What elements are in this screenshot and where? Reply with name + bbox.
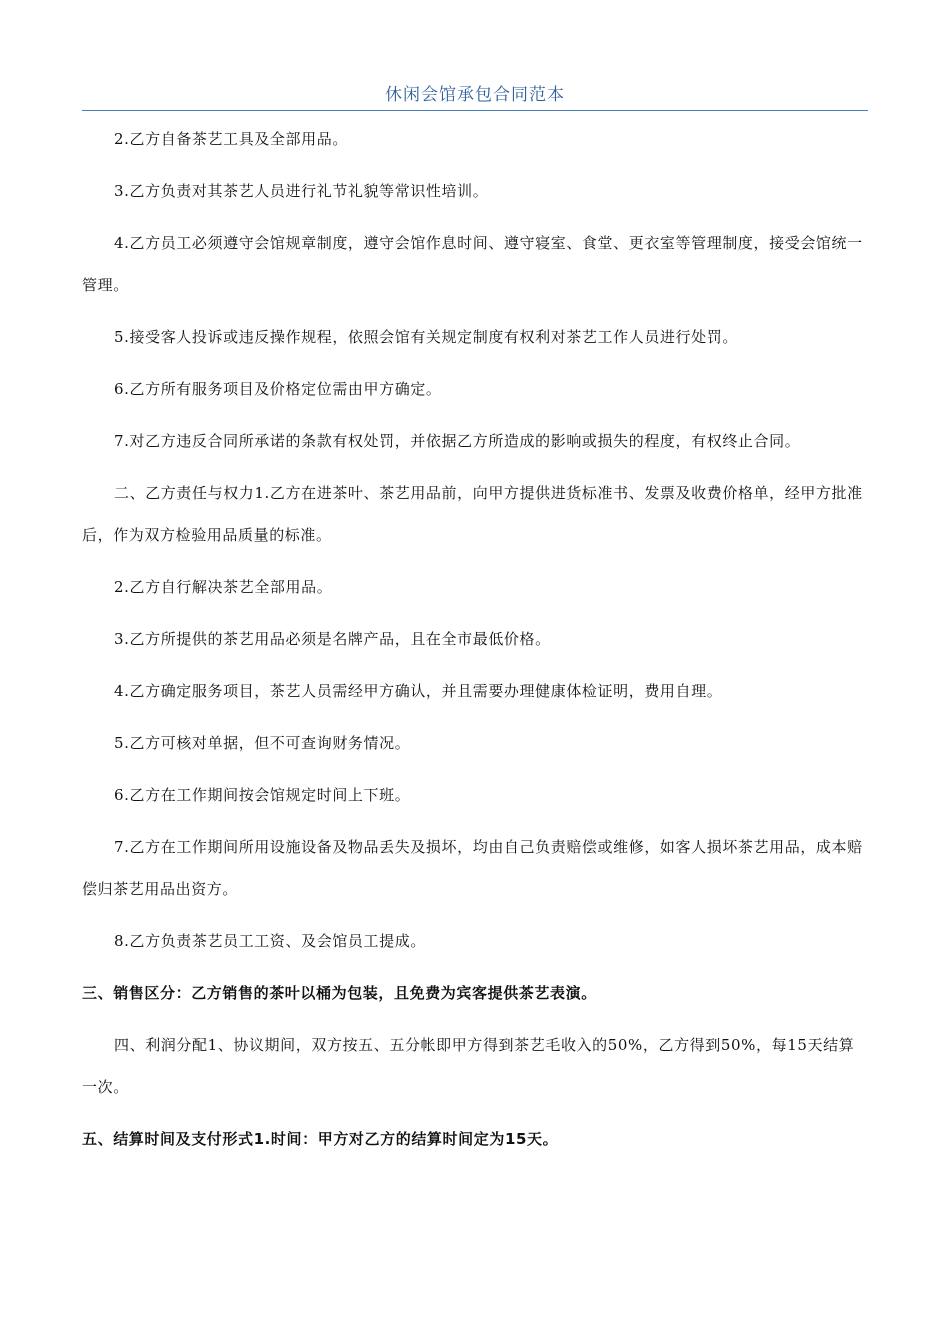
section-heading: 三、销售区分：乙方销售的茶叶以桶为包装，且免费为宾客提供茶艺表演。 bbox=[82, 984, 597, 1002]
paragraph: 四、利润分配1、协议期间，双方按五、五分帐即甲方得到茶艺毛收入的50%，乙方得到50%，每15天结算一次。 bbox=[82, 1036, 855, 1096]
section-heading: 五、结算时间及支付形式1.时间：甲方对乙方的结算时间定为15天。 bbox=[82, 1130, 559, 1148]
paragraph: 3.乙方负责对其茶艺人员进行礼节礼貌等常识性培训。 bbox=[114, 182, 489, 200]
paragraph: 4.乙方确定服务项目，茶艺人员需经甲方确认，并且需要办理健康体检证明，费用自理。 bbox=[114, 682, 723, 700]
paragraph: 2.乙方自备茶艺工具及全部用品。 bbox=[114, 130, 348, 148]
paragraph: 8.乙方负责茶艺员工工资、及会馆员工提成。 bbox=[114, 932, 426, 950]
paragraph: 二、乙方责任与权力1.乙方在进茶叶、茶艺用品前，向甲方提供进货标准书、发票及收费价格单，经甲方批准后，作为双方检验用品质量的标准。 bbox=[82, 484, 863, 544]
paragraph: 6.乙方所有服务项目及价格定位需由甲方确定。 bbox=[114, 380, 442, 398]
paragraph: 5.接受客人投诉或违反操作规程，依照会馆有关规定制度有权利对茶艺工作人员进行处罚。 bbox=[114, 328, 738, 346]
paragraph: 2.乙方自行解决茶艺全部用品。 bbox=[114, 578, 333, 596]
paragraph: 7.对乙方违反合同所承诺的条款有权处罚，并依据乙方所造成的影响或损失的程度，有权终止合同。 bbox=[114, 432, 801, 450]
paragraph: 7.乙方在工作期间所用设施设备及物品丢失及损坏，均由自己负责赔偿或维修，如客人损坏茶艺用品，成本赔偿归茶艺用品出资方。 bbox=[82, 838, 863, 898]
page-title: 休闲会馆承包合同范本 bbox=[385, 85, 565, 105]
paragraph: 5.乙方可核对单据，但不可查询财务情况。 bbox=[114, 734, 411, 752]
page-header bbox=[82, 80, 868, 111]
paragraph: 3.乙方所提供的茶艺用品必须是名牌产品，且在全市最低价格。 bbox=[114, 630, 551, 648]
document-body bbox=[82, 118, 868, 1170]
paragraph: 4.乙方员工必须遵守会馆规章制度，遵守会馆作息时间、遵守寝室、食堂、更衣室等管理制度，接受会馆统一管理。 bbox=[82, 234, 863, 294]
paragraph: 6.乙方在工作期间按会馆规定时间上下班。 bbox=[114, 786, 411, 804]
